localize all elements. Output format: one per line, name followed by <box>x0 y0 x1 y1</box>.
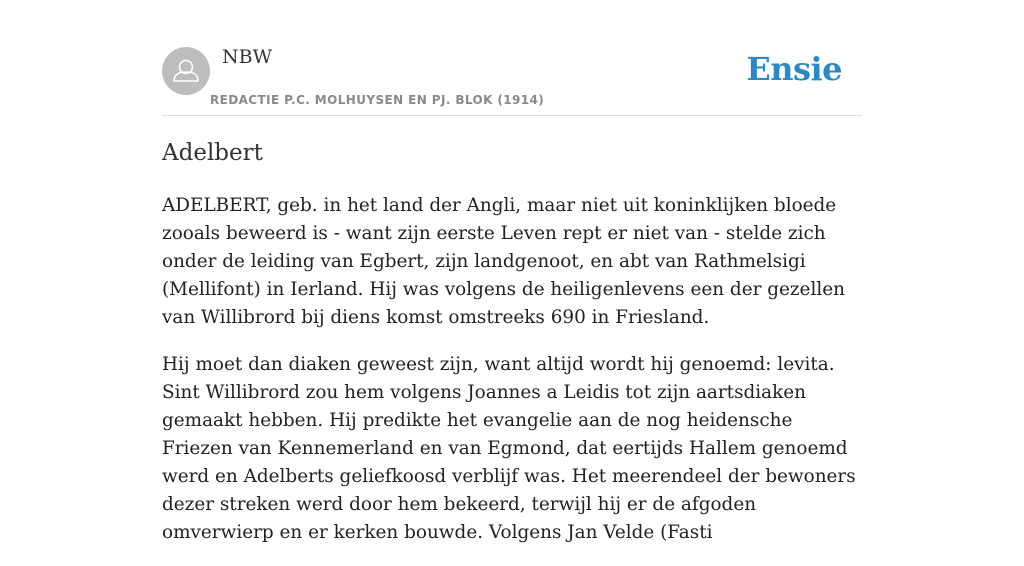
author-avatar[interactable] <box>162 47 210 95</box>
article-paragraph: ADELBERT, geb. in het land der Angli, maar niet uit koninklijken bloede zooals beweerd is - want zijn eerste Leven rept er niet van - stelde zich onder de leiding van Egbert, zijn landgenoot, en abt van Rathmelsigi (Mellifont) in Ierland. Hij was volgens de heiligenlevens een der gezellen van Willibrord bij diens komst omstreeks 690 in Friesland. <box>162 195 845 328</box>
user-icon <box>162 47 210 95</box>
article-body <box>162 192 862 566</box>
article-paragraph: Hij moet dan diaken geweest zijn, want altijd wordt hij genoemd: levita. Sint Willibrord zou hem volgens Joannes a Leidis tot zijn aartsdiaken gemaakt hebben. Hij predikte het evangelie aan de nog heidensche Friezen van Kennemerland en van Egmond, dat eertijds Hallem genoemd werd en Adelberts geliefkoosd verblijf was. Het meerendeel der bewoners dezer streken werd door hem bekeerd, terwijl hij er de afgoden omverwierp en er kerken bouwde. Volgens Jan Velde (Fasti <box>162 354 856 543</box>
article-title: Adelbert <box>162 140 263 166</box>
header <box>162 0 862 116</box>
brand-logo-link[interactable]: Ensie <box>746 50 842 88</box>
author-name[interactable]: NBW <box>222 46 273 68</box>
page <box>162 0 862 543</box>
editor-subtitle: REDACTIE P.C. MOLHUYSEN EN PJ. BLOK (1914) <box>210 93 545 107</box>
